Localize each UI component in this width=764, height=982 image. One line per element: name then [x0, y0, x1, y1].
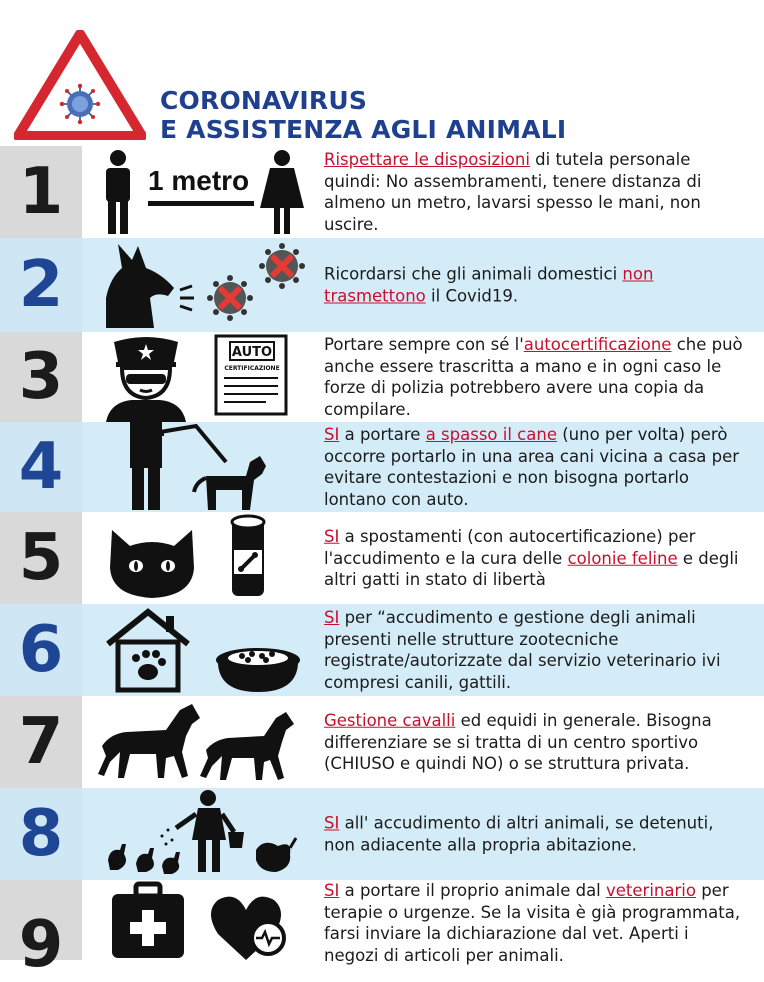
item-icons	[96, 332, 310, 422]
body-text: il Covid19.	[425, 286, 519, 305]
item-icons	[96, 422, 310, 512]
body-text: a portare il proprio animale dal	[339, 881, 607, 900]
item-number: 1	[18, 155, 64, 229]
body-text: Portare sempre con sé l'	[324, 335, 524, 354]
highlight-text: non trasmettono	[324, 264, 654, 305]
highlight-text: a spasso il cane	[425, 425, 557, 444]
header	[0, 0, 764, 146]
item-text	[324, 607, 744, 693]
body-text: che può anche essere trascritta a mano e in ogni caso le forze di polizia potrebbero avere una copia da compilare.	[324, 335, 743, 419]
item-number: 4	[18, 430, 64, 504]
document-label: AUTO	[231, 345, 273, 360]
number-cell	[0, 332, 82, 422]
highlight-text: SI	[324, 813, 340, 833]
body-text: di tutela personale quindi: No assembramenti, tenere distanza di almeno un metro, lavarsi spesso le mani, non uscire.	[324, 150, 702, 234]
item-text	[324, 880, 744, 966]
item-text	[324, 334, 744, 420]
body-text: all' accudimento di altri animali, se detenuti, non adiacente alla propria abitazione.	[324, 813, 714, 854]
list-item	[0, 512, 764, 604]
item-text	[324, 149, 744, 235]
highlight-text: Rispettare le disposizioni	[324, 150, 530, 169]
page-title	[160, 86, 566, 144]
body-text: per “accudimento e gestione degli animali presenti nelle strutture zootecniche registrate/autorizzate dal servizio veterinario ivi compresi canili, gattili.	[324, 608, 721, 692]
item-icons	[96, 238, 310, 332]
body-text: e degli altri gatti in stato di libertà	[324, 548, 739, 589]
number-cell	[0, 696, 82, 788]
list-item	[0, 604, 764, 696]
body-text: Ricordarsi che gli animali domestici	[324, 264, 623, 284]
list-item	[0, 238, 764, 332]
body-text: a spostamenti (con autocertificazione) per l'accudimento e la cura delle	[324, 526, 696, 568]
number-cell	[0, 422, 82, 512]
number-cell	[0, 788, 82, 880]
item-number: 2	[18, 248, 64, 322]
distance-label: 1 metro	[148, 165, 250, 196]
body-text: (uno per volta) però occorre portarlo in una area cani vicina a casa per evitare contestazioni e non bisogna portarlo lontano con auto.	[324, 425, 740, 509]
list-item	[0, 696, 764, 788]
number-cell	[0, 238, 82, 332]
number-cell	[0, 604, 82, 696]
item-icons	[96, 512, 310, 604]
highlight-text: SI	[324, 425, 340, 444]
highlight-text: SI	[324, 526, 340, 546]
walking-dog-icon	[96, 422, 310, 512]
item-icons	[96, 880, 310, 960]
dog-virus-icon	[96, 238, 310, 332]
body-text: per terapie o urgenze. Se la visita è già programmata, farsi inviare la dichiarazione dal vet. Aperti i negozi di articoli per animali.	[324, 881, 741, 965]
item-icons	[96, 604, 310, 696]
highlight-text: SI	[324, 608, 340, 627]
item-text	[324, 813, 744, 856]
highlight-text: colonie feline	[567, 548, 678, 568]
list-item	[0, 422, 764, 512]
number-cell	[0, 146, 82, 238]
list-item	[0, 880, 764, 982]
farmer-birds-icon	[96, 788, 310, 880]
item-number: 7	[18, 705, 64, 779]
item-number: 6	[18, 613, 64, 687]
man-woman-distance-icon	[96, 146, 310, 238]
item-text	[324, 710, 744, 775]
item-text	[324, 526, 744, 591]
highlight-text: Gestione cavalli	[324, 710, 456, 730]
body-text: ed equidi in generale. Bisogna differenziare se si tratta di un centro sportivo (CHIUSO e quindi NO) o se struttura privata.	[324, 710, 712, 773]
number-cell	[0, 880, 82, 982]
firstaid-heart-icon	[96, 880, 310, 960]
number-cell	[0, 512, 82, 604]
body-text: a portare	[339, 425, 426, 444]
list-item	[0, 332, 764, 422]
item-icons	[96, 146, 310, 238]
title-line-1: CORONAVIRUS	[160, 86, 368, 115]
item-icons	[96, 696, 310, 788]
list-item	[0, 146, 764, 238]
highlight-text: autocertificazione	[523, 335, 672, 354]
item-icons	[96, 788, 310, 880]
highlight-text: SI	[324, 881, 340, 900]
item-text	[324, 264, 744, 307]
item-text	[324, 424, 744, 510]
title-line-2: E ASSISTENZA AGLI ANIMALI	[160, 115, 567, 144]
warning-sign-icon	[14, 30, 146, 140]
item-number: 8	[18, 797, 64, 871]
document-sublabel: CERTIFICAZIONE	[224, 365, 280, 372]
pet-house-bowl-icon	[96, 604, 310, 696]
item-number: 3	[18, 340, 64, 414]
police-document-icon	[96, 332, 310, 422]
list-item	[0, 788, 764, 880]
item-number: 9	[18, 908, 64, 982]
horses-icon	[96, 696, 310, 788]
cat-food-icon	[96, 512, 310, 604]
highlight-text: veterinario	[606, 881, 696, 900]
item-number: 5	[18, 521, 64, 595]
